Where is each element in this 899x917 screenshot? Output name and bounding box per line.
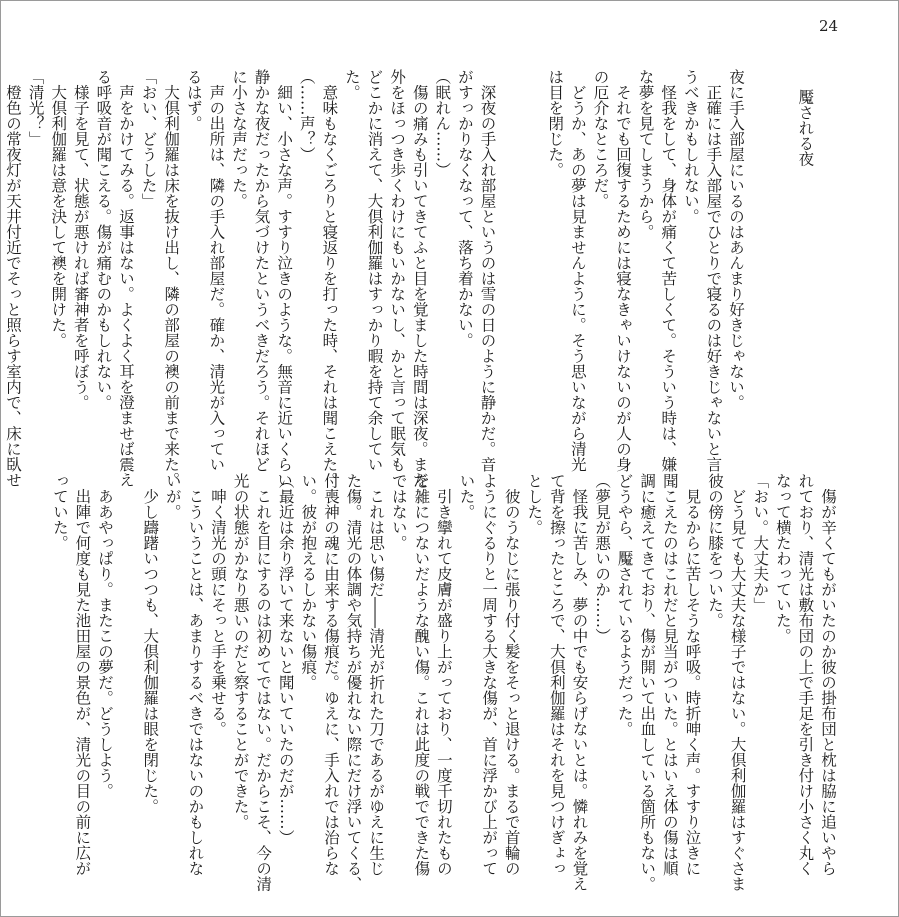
page-number: 24 (819, 17, 839, 35)
upper-text-block: 夜に手入部屋にいるのはあんまり好きじゃない。 正確には手入部屋でひとりで寝るのは好きじゃないと言 うべきかもしれない。 怪我をして、身体が痛くて苦しくて。そういう時は、嫌 な夢を見てしまうから。 それでも回復するためには寝なきゃいけないのが人の身 の厄介なところだ。 どうか、あの夢は見ませんように。そう思いながら清光 は目を閉じた。 深夜の手入れ部屋というのは雪の日のように静かだ。音 がすっかりなくなって、落ち着かない。 （眠れん……） 傷の痛みも引いてきてふと目を覚ました時間は深夜。まだ 外をほっつき歩くわけにもいかないし、かと言って眠気も どこかに消えて、大倶利伽羅はすっかり暇を持て余してい た。 意味もなくごろりと寝返りを打った時、それは聞こえた。 （……声？） 細い、小さな声。すすり泣きのような。無音に近いくらい 静かな夜だったから気づけたというべきだろう。それほど に小さな声だった。 声の出所は、隣の手入れ部屋だ。確か、清光が入ってい るはず。 大倶利伽羅は床を抜け出し、隣の部屋の襖の前まで来た。 「おい、どうした」 声をかけてみる。返事はない。よくよく耳を澄ませば震え る呼吸音が聞こえる。傷が痛むのかもしれない。 様子を見て、状態が悪ければ審神者を呼ぼう。 大倶利伽羅は意を決して襖を開けた。 「清光？」 橙色の常夜灯が天井付近でそっと照らす室内で、床に臥せ (4, 69, 745, 488)
lower-text-block: 傷が辛くてもがいたのか彼の掛布団と枕は脇に追いやら れており、清光は敷布団の上で手足を引き付け小さく丸く なって横たわっていた。 「おい。大丈夫か」 どう見ても大丈夫な様子ではない。大倶利伽羅はすぐさま 彼の傍に膝をついた。 見るからに苦しそうな呼吸。時折呻く声。すすり泣きに 聞こえたのはこれだと見当がついた。とはいえ体の傷は順 調に癒えてきており、傷が開いて出血している箇所もない。 どうやら、魘されているようだった。 （夢見が悪いのか……） 怪我に苦しみ、夢の中でも安らげないとは。憐れみを覚え て背を擦ったところで、大倶利伽羅はそれを見つけぎょっ とした。 彼のうなじに張り付く髪をそっと退ける。まるで首輪の ようにぐるりと一周する大きな傷が、首に浮かび上がって いた。 引き攣れて皮膚が盛り上がっており、一度千切れたもの を雑につないだような醜い傷。これは此度の戦でできた傷 ではない。 これは思い傷だ――清光が折れた刀であるがゆえに生じ た傷。清光の体調や気持ちが優れない際にだけ浮いてくる、 付喪神の魂に由来する傷痕だ。ゆえに、手入れでは治らな い。彼が抱えるしかない傷痕。 （最近は余り浮いて来ないと聞いていたのだが……） これを目にするのは初めてではない。だからこそ、今の清 光の状態がかなり悪いのだと察することができた。 呻く清光の頭にそっと手を乗せる。 こういうことは、あまりするべきではないのかもしれな いが。 少し躊躇いつつも、大倶利伽羅は眼を閉じた。 ああやっぱり。またこの夢だ。どうしよう。 出陣で何度も見た池田屋の景色が、清光の目の前に広が っていた。 (50, 473, 837, 892)
story-title: 魘される夜 (796, 88, 815, 167)
story-title-column (761, 69, 839, 461)
